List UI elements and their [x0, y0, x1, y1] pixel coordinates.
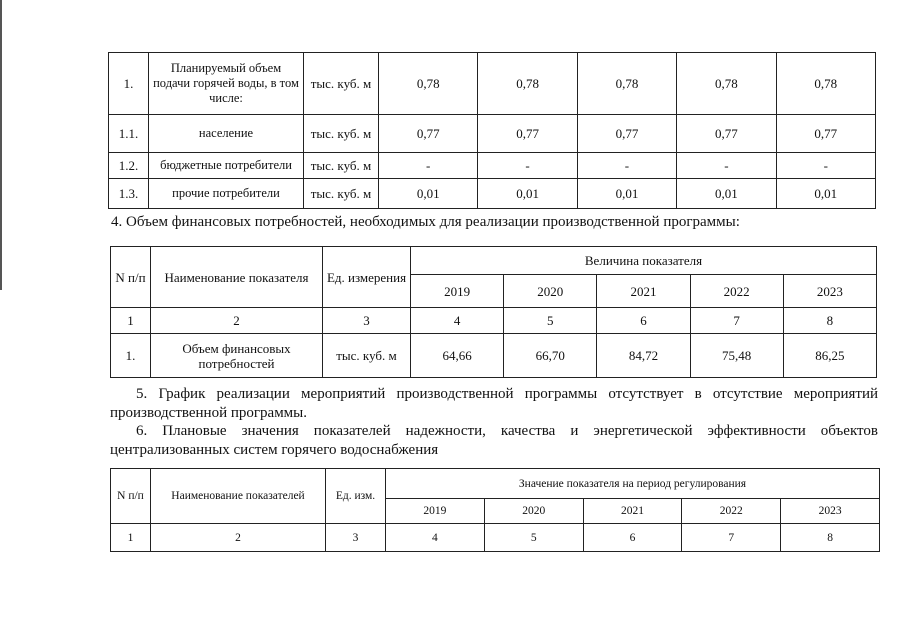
row-unit: тыс. куб. м	[323, 334, 411, 378]
value-cell: 86,25	[783, 334, 876, 378]
value-cell: 0,77	[776, 115, 875, 153]
index-cell: 3	[323, 308, 411, 334]
value-cell: 75,48	[690, 334, 783, 378]
header-year: 2019	[386, 499, 485, 524]
index-cell: 6	[583, 524, 682, 552]
row-unit: тыс. куб. м	[304, 153, 379, 179]
value-cell: -	[677, 153, 776, 179]
index-cell: 8	[783, 308, 876, 334]
index-cell: 7	[690, 308, 783, 334]
table-row	[109, 179, 876, 209]
value-cell: 0,78	[677, 53, 776, 115]
value-cell: 0,01	[379, 179, 478, 209]
value-cell: -	[478, 153, 577, 179]
value-cell: 0,78	[379, 53, 478, 115]
value-cell: 0,01	[776, 179, 875, 209]
value-cell: 0,01	[677, 179, 776, 209]
row-name: население	[149, 115, 304, 153]
header-year: 2019	[411, 275, 504, 308]
index-cell: 1	[111, 308, 151, 334]
page-edge-line	[0, 0, 2, 290]
index-cell: 5	[504, 308, 597, 334]
value-cell: 0,78	[776, 53, 875, 115]
row-name: Объем финансовых потребностей	[151, 334, 323, 378]
row-name: бюджетные потребители	[149, 153, 304, 179]
row-name: прочие потребители	[149, 179, 304, 209]
table-header-row	[111, 247, 877, 275]
section-5-paragraph	[110, 385, 878, 423]
row-unit: тыс. куб. м	[304, 179, 379, 209]
table-index-row	[111, 524, 880, 552]
index-cell: 4	[386, 524, 485, 552]
header-value-group: Значение показателя на период регулирования	[386, 469, 880, 499]
financial-needs-table	[110, 246, 877, 378]
header-year: 2020	[504, 275, 597, 308]
reliability-indicators-table	[110, 468, 880, 552]
index-cell: 2	[151, 308, 323, 334]
value-cell: 0,77	[677, 115, 776, 153]
value-cell: 84,72	[597, 334, 690, 378]
header-number: N п/п	[111, 247, 151, 308]
table-row	[109, 115, 876, 153]
row-unit: тыс. куб. м	[304, 115, 379, 153]
value-cell: -	[577, 153, 676, 179]
header-year: 2021	[597, 275, 690, 308]
value-cell: 64,66	[411, 334, 504, 378]
section-4-heading: 4. Объем финансовых потребностей, необходимых для реализации производственной программы:	[111, 214, 740, 230]
value-cell: 0,78	[478, 53, 577, 115]
row-unit: тыс. куб. м	[304, 53, 379, 115]
section-5-text: 5. График реализации мероприятий производственной программы отсутствует в отсутствие мероприятий производственной программы.	[110, 386, 878, 421]
header-year: 2021	[583, 499, 682, 524]
table-row	[109, 153, 876, 179]
value-cell: 0,77	[379, 115, 478, 153]
table-row	[109, 53, 876, 115]
row-number: 1.2.	[109, 153, 149, 179]
table-row	[111, 334, 877, 378]
row-number: 1.3.	[109, 179, 149, 209]
row-number: 1.1.	[109, 115, 149, 153]
index-cell: 3	[326, 524, 386, 552]
value-cell: 0,01	[478, 179, 577, 209]
row-number: 1.	[109, 53, 149, 115]
header-year: 2022	[690, 275, 783, 308]
index-cell: 2	[151, 524, 326, 552]
table-header-row	[111, 469, 880, 499]
header-number: N п/п	[111, 469, 151, 524]
index-cell: 6	[597, 308, 690, 334]
value-cell: -	[379, 153, 478, 179]
header-year: 2023	[781, 499, 880, 524]
section-6-text: 6. Плановые значения показателей надежности, качества и энергетической эффективности объектов централизованных систем горячего водоснабжения	[110, 423, 878, 458]
header-name: Наименование показателей	[151, 469, 326, 524]
header-year: 2023	[783, 275, 876, 308]
row-name: Планируемый объем подачи горячей воды, в том числе:	[149, 53, 304, 115]
index-cell: 1	[111, 524, 151, 552]
water-volume-table	[108, 52, 876, 209]
section-6-paragraph	[110, 422, 878, 460]
row-number: 1.	[111, 334, 151, 378]
header-unit: Ед. измерения	[323, 247, 411, 308]
value-cell: 0,01	[577, 179, 676, 209]
index-cell: 5	[484, 524, 583, 552]
value-cell: 0,77	[478, 115, 577, 153]
header-year: 2022	[682, 499, 781, 524]
index-cell: 4	[411, 308, 504, 334]
index-cell: 7	[682, 524, 781, 552]
value-cell: 0,78	[577, 53, 676, 115]
value-cell: 66,70	[504, 334, 597, 378]
header-unit: Ед. изм.	[326, 469, 386, 524]
header-name: Наименование показателя	[151, 247, 323, 308]
header-year: 2020	[484, 499, 583, 524]
value-cell: -	[776, 153, 875, 179]
value-cell: 0,77	[577, 115, 676, 153]
index-cell: 8	[781, 524, 880, 552]
table-index-row	[111, 308, 877, 334]
header-value-group: Величина показателя	[411, 247, 877, 275]
